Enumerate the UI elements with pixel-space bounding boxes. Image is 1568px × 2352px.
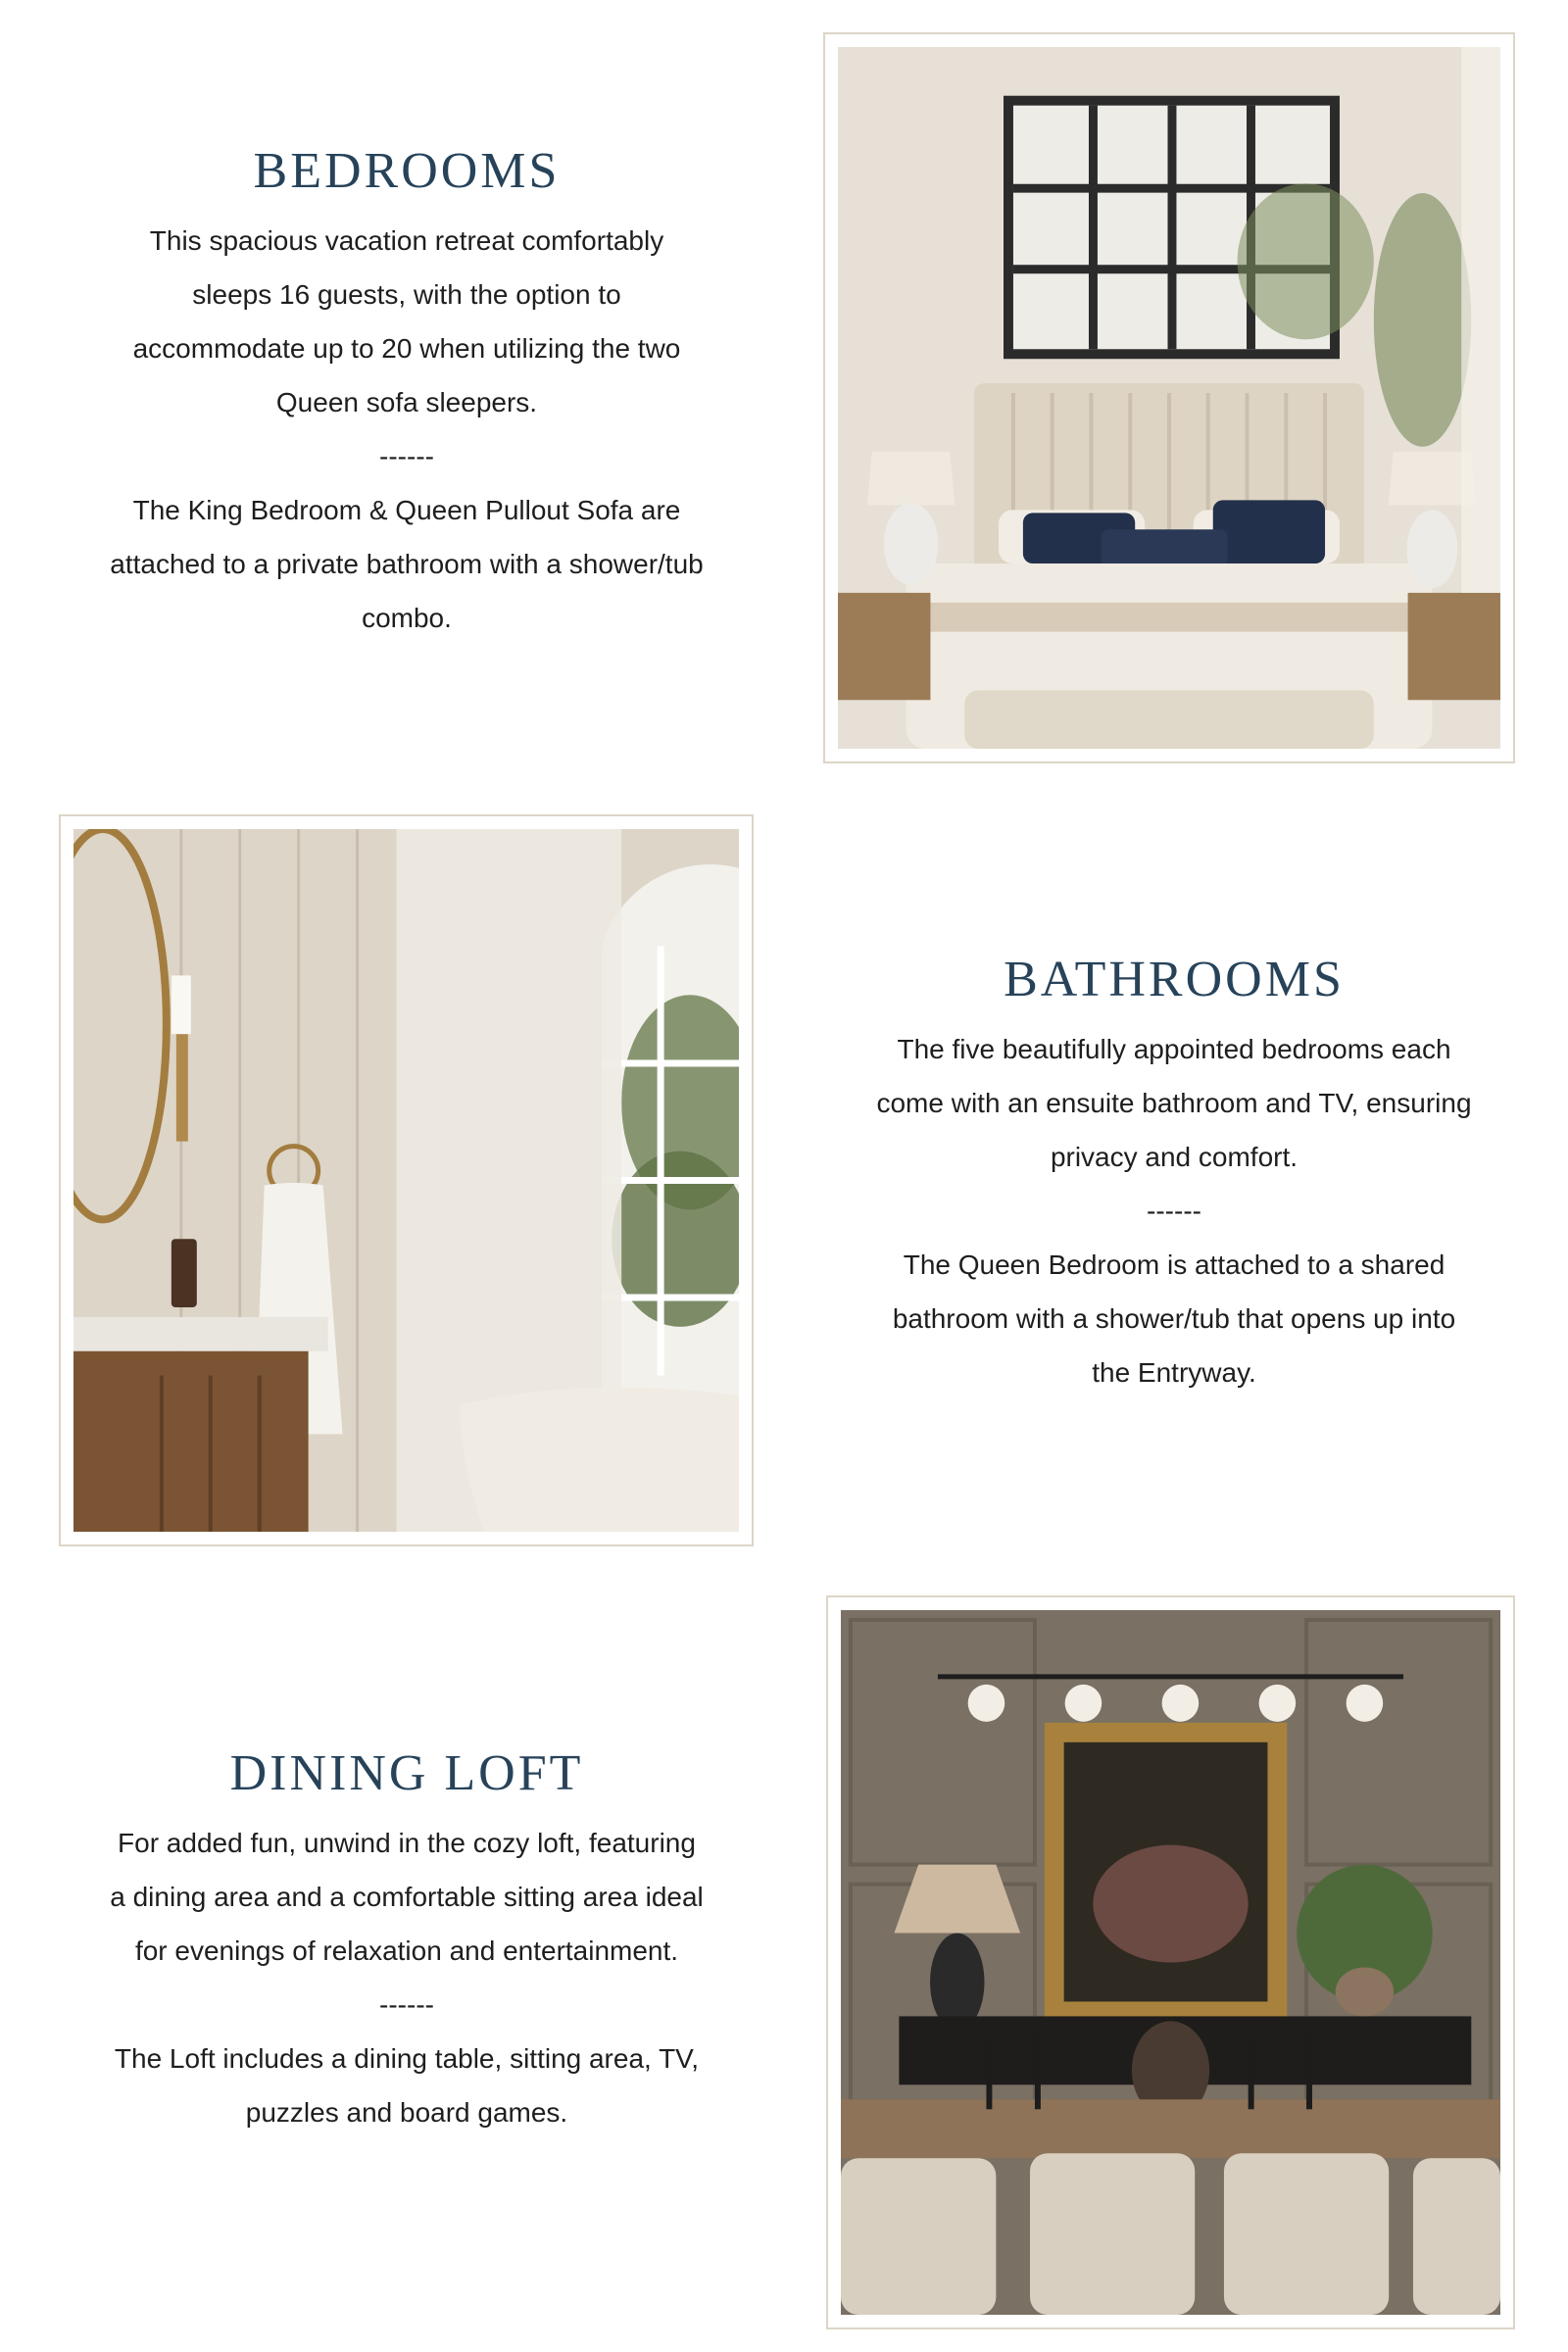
- dining-loft-heading: DINING LOFT: [229, 1745, 584, 1801]
- bathrooms-separator: ------: [1147, 1196, 1201, 1226]
- dining-loft-paragraph-2: The Loft includes a dining table, sitting area, TV, puzzles and board games.: [114, 2043, 700, 2128]
- bedrooms-paragraph-2: The King Bedroom & Queen Pullout Sofa are attached to a private bathroom with a shower/tub combo.: [110, 495, 704, 633]
- dining-loft-separator: ------: [379, 1989, 434, 2020]
- bedroom-photo-frame: [823, 32, 1515, 763]
- bedroom-photo: [838, 47, 1500, 749]
- bedrooms-text: [108, 142, 706, 645]
- dining-loft-text: [108, 1744, 706, 2139]
- dining-loft-photo: [841, 1610, 1500, 2315]
- bedrooms-separator: ------: [379, 441, 434, 471]
- dining-loft-paragraph-1: For added fun, unwind in the cozy loft, featuring a dining area and a comfortable sitting area ideal for evenings of relaxation and entertainment.: [110, 1828, 704, 1966]
- bathroom-photo: [74, 829, 739, 1532]
- bathrooms-paragraph-2: The Queen Bedroom is attached to a shared bathroom with a shower/tub that opens up into the Entryway.: [892, 1250, 1456, 1388]
- bathroom-photo-frame: [59, 814, 754, 1546]
- bedrooms-paragraph-1: This spacious vacation retreat comfortably sleeps 16 guests, with the option to accommodate up to 20 when utilizing the two Queen sofa sleepers.: [132, 225, 681, 417]
- bedrooms-heading: BEDROOMS: [253, 143, 561, 199]
- bathrooms-heading: BATHROOMS: [1004, 952, 1345, 1007]
- dining-loft-photo-frame: [826, 1595, 1515, 2329]
- bathrooms-text: [875, 951, 1473, 1399]
- bathrooms-paragraph-1: The five beautifully appointed bedrooms each come with an ensuite bathroom and TV, ensuring privacy and comfort.: [876, 1034, 1472, 1172]
